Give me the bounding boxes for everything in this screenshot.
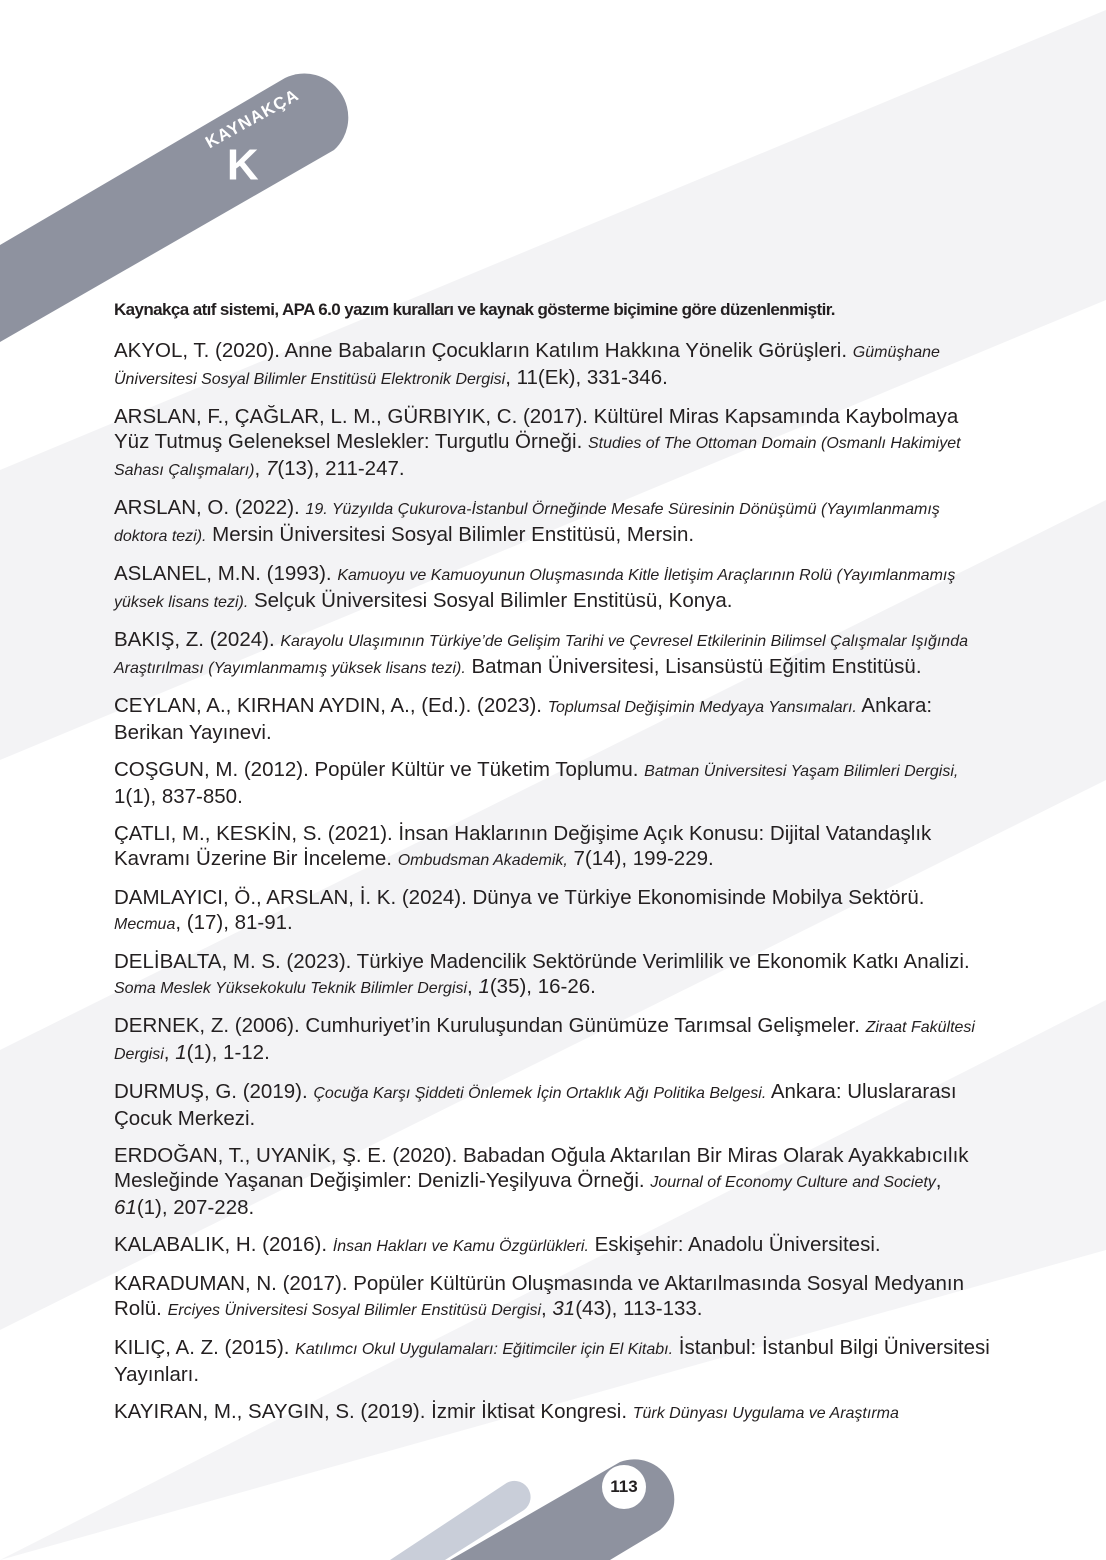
- reference-item: CEYLAN, A., KIRHAN AYDIN, A., (Ed.). (2023). Toplumsal Değişimin Medyaya Yansımaları. Ankara: Berikan Yayınevi.: [114, 694, 933, 744]
- reference-item: KALABALIK, H. (2016). İnsan Hakları ve Kamu Özgürlükleri. Eskişehir: Anadolu Üniversitesi.: [114, 1233, 881, 1256]
- reference-item: ERDOĞAN, T., UYANİK, Ş. E. (2020). Babadan Oğula Aktarılan Bir Miras Olarak Ayakkabıcılık Mesleğinde Yaşanan Değişimler: Denizli-Yeşilyuva Örneği. Journal of Economy Culture and Society, 61(1), 207-228.: [114, 1144, 969, 1219]
- reference-item: ARSLAN, F., ÇAĞLAR, L. M., GÜRBIYIK, C. (2017). Kültürel Miras Kapsamında Kaybolmaya Yüz Tutmuş Geleneksel Meslekler: Turgutlu Örneği. Studies of The Ottoman Domain (Osmanlı Hakimiyet Sahası Çalışmaları), 7(13), 211-247.: [114, 405, 961, 480]
- reference-item: DAMLAYICI, Ö., ARSLAN, İ. K. (2024). Dünya ve Türkiye Ekonomisinde Mobilya Sektörü. Mecmua, (17), 81-91.: [114, 886, 925, 934]
- reference-item: DURMUŞ, G. (2019). Çocuğa Karşı Şiddeti Önlemek İçin Ortaklık Ağı Politika Belgesi. Ankara: Uluslararası Çocuk Merkezi.: [114, 1080, 957, 1130]
- citation-note: Kaynakça atıf sistemi, APA 6.0 yazım kuralları ve kaynak gösterme biçimine göre düzenlenmiştir.: [114, 300, 835, 319]
- reference-item: BAKIŞ, Z. (2024). Karayolu Ulaşımının Türkiye’de Gelişim Tarihi ve Çevresel Etkilerinin Bilimsel Çalışmalar Işığında Araştırılması (Yayımlanmamış yüksek lisans tezi). Batman Üniversitesi, Lisansüstü Eğitim Enstitüsü.: [114, 628, 968, 678]
- reference-item: KAYIRAN, M., SAYGIN, S. (2019). İzmir İktisat Kongresi. Türk Dünyası Uygulama ve Araştırma: [114, 1400, 899, 1423]
- reference-item: KILIÇ, A. Z. (2015). Katılımcı Okul Uygulamaları: Eğitimciler için El Kitabı. İstanbul: İstanbul Bilgi Üniversitesi Yayınları.: [114, 1336, 990, 1386]
- references-content: [114, 298, 994, 1438]
- reference-item: ARSLAN, O. (2022). 19. Yüzyılda Çukurova-İstanbul Örneğinde Mesafe Süresinin Dönüşümü (Yayımlanmamış doktora tezi). Mersin Üniversitesi Sosyal Bilimler Enstitüsü, Mersin.: [114, 496, 940, 546]
- reference-item: DELİBALTA, M. S. (2023). Türkiye Madencilik Sektöründe Verimlilik ve Ekonomik Katkı Analizi. Soma Meslek Yüksekokulu Teknik Bilimler Dergisi, 1(35), 16-26.: [114, 950, 970, 998]
- section-label: KAYNAKÇA: [202, 85, 303, 153]
- page-number: 113: [602, 1465, 646, 1509]
- reference-item: ASLANEL, M.N. (1993). Kamuoyu ve Kamuoyunun Oluşmasında Kitle İletişim Araçlarının Rolü (Yayımlanmamış yüksek lisans tezi). Selçuk Üniversitesi Sosyal Bilimler Enstitüsü, Konya.: [114, 562, 956, 612]
- reference-item: ÇATLI, M., KESKİN, S. (2021). İnsan Haklarının Değişime Açık Konusu: Dijital Vatandaşlık Kavramı Üzerine Bir İnceleme. Ombudsman Akademik, 7(14), 199-229.: [114, 822, 932, 870]
- reference-item: COŞGUN, M. (2012). Popüler Kültür ve Tüketim Toplumu. Batman Üniversitesi Yaşam Bilimleri Dergisi, 1(1), 837-850.: [114, 758, 959, 808]
- reference-item: AKYOL, T. (2020). Anne Babaların Çocukların Katılım Hakkına Yönelik Görüşleri. Gümüşhane Üniversitesi Sosyal Bilimler Enstitüsü Elektronik Dergisi, 11(Ek), 331-346.: [114, 339, 940, 389]
- section-letter: K: [226, 140, 259, 190]
- reference-item: KARADUMAN, N. (2017). Popüler Kültürün Oluşmasında ve Aktarılmasında Sosyal Medyanın Rolü. Erciyes Üniversitesi Sosyal Bilimler Enstitüsü Dergisi, 31(43), 113-133.: [114, 1272, 964, 1320]
- reference-item: DERNEK, Z. (2006). Cumhuriyet’in Kuruluşundan Günümüze Tarımsal Gelişmeler. Ziraat Fakültesi Dergisi, 1(1), 1-12.: [114, 1014, 975, 1064]
